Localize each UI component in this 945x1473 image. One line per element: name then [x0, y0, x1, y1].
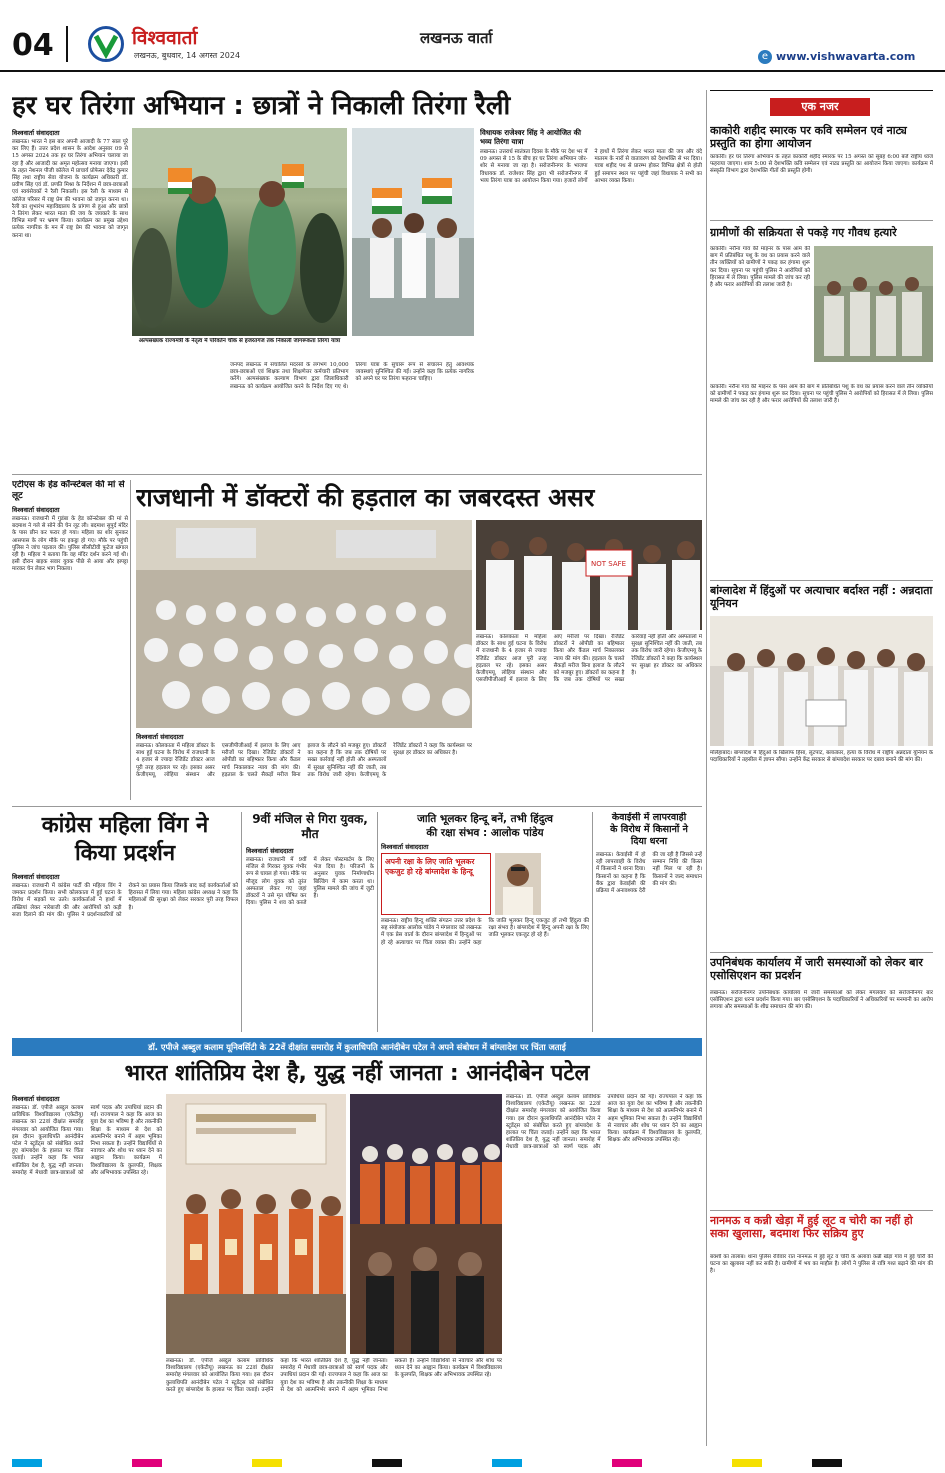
paper-name: विश्ववार्ता	[132, 27, 198, 49]
ninth-floor-byline: विश्ववार्ता संवाददाता	[246, 847, 294, 855]
globe-icon: e	[758, 50, 772, 64]
congress-body: लखनऊ। राजधानी में कांग्रेस पार्टी की महिला विंग ने जमकर प्रदर्शन किया। सभी कोलकाता में हुई घटना के विरोध में सड़कों पर उतरे। कार्यकर्ताओं ने हाथों में तख्तियां लेकर नारेबाजी की और आरोपियों को कड़ी सजा दिलाने की मांग की। पुलिस ने प्रदर्शनकारियों को रोकने का प्रयास किया जिसके बाद कई कार्यकर्ताओं को हिरासत में लिया गया। महिला कांग्रेस अध्यक्ष ने कहा कि महिलाओं की सुरक्षा को लेकर सरकार पूरी तरह विफल है।	[12, 883, 238, 918]
strike-byline: विश्ववार्ता संवाददाता	[136, 733, 184, 741]
aktu-body-left: लखनऊ। डॉ. एपीजे अब्दुल कलाम प्राविधिक विश्वविद्यालय (एकेटीयू) लखनऊ का 22वां दीक्षांत समारोह मंगलवार को आयोजित किया गया। इस दौरान कुलाधिपति आनंदीबेन पटेल ने स्टूडेंट्स को संबोधित करते हुए बांग्लादेश के हालात पर चिंता जताई। उन्होंने कहा कि भारत शांतिप्रिय देश है, युद्ध नहीं जानता। समारोह में मेधावी छात्र-छात्राओं को स्वर्ण पदक और उपाधियां प्रदान की गईं। राज्यपाल ने कहा कि आज का युवा देश का भविष्य है और तकनीकी शिक्षा के माध्यम से देश को आत्मनिर्भर बनाने में अहम भूमिका निभा सकता है। उन्होंने विद्यार्थियों से नवाचार और शोध पर ध्यान देने का आह्वान किया। कार्यक्रम में विश्वविद्यालय के कुलपति, शिक्षक और अभिभावक उपस्थित रहे।	[12, 1105, 162, 1176]
congress-headline-2: किया प्रदर्शन	[74, 841, 176, 866]
lead-photo-caption: अल्पसंख्यक राज्यमंत्री के नेतृत्व में परिवर्तन चौक से हजरतगंज तक निकाली जागरूकता तिरंगा यात्रा	[138, 338, 341, 344]
sidebar-story4-headline: उपनिबंधक कार्यालय में जारी समस्याओं को लेकर बार एसोसिएशन का प्रदर्शन	[710, 956, 923, 982]
kyc-story	[596, 812, 702, 1032]
strike-article-lower	[136, 732, 472, 800]
sidebar-story2-headline: ग्रामीणों की सक्रियता से पकड़े गए गौवध हत्यारे	[710, 226, 897, 239]
strike-article	[476, 634, 702, 800]
svg-text:NOT SAFE: NOT SAFE	[591, 560, 627, 568]
sidebar-story3-headline: बांग्लादेश में हिंदुओं पर अत्याचार बर्दाश्त नहीं : अन्नदाता यूनियन	[710, 584, 933, 610]
kyc-headline-3: दिया धरना	[630, 836, 668, 847]
ats-body: लखनऊ। राजधानी में गुडंबा के हेड कॉन्स्टेबल की मां से बदमाश ने गले से सोने की चेन लूट ली। बदमाश सुपुर्द मंदिर के पास छीन कर फरार हो गया। महिला का शोर सुनकर आसपास के लोग मौके पर इकट्ठा हो गए। मौके पर पहुंची पुलिस ने जांच पड़ताल की। पुलिस सीसीटीवी फुटेज खंगाल रही है। महिला ने बताया कि वह मंदिर दर्शन करने गई थी। इसी दौरान बाइक सवार युवक पीछे से आया और झपट्टा मारकर चेन लेकर भाग निकला।	[12, 516, 128, 573]
aktu-body-lower: लखनऊ। डॉ. एपीजे अब्दुल कलाम प्राविधिक विश्वविद्यालय (एकेटीयू) लखनऊ का 22वां दीक्षांत समारोह मंगलवार को आयोजित किया गया। इस दौरान कुलाधिपति आनंदीबेन पटेल ने स्टूडेंट्स को संबोधित करते हुए बांग्लादेश के हालात पर चिंता जताई। उन्होंने कहा कि भारत शांतिप्रिय देश है, युद्ध नहीं जानता। समारोह में मेधावी छात्र-छात्राओं को स्वर्ण पदक और उपाधियां प्रदान की गईं। राज्यपाल ने कहा कि आज का युवा देश का भविष्य है और तकनीकी शिक्षा के माध्यम से देश को आत्मनिर्भर बनाने में अहम भूमिका निभा सकता है। उन्होंने विद्यार्थियों से नवाचार और शोध पर ध्यान देने का आह्वान किया। कार्यक्रम में विश्वविद्यालय के कुलपति, शिक्षक और अभिभावक उपस्थित रहे।	[166, 1358, 502, 1393]
print-color-bar	[12, 1459, 933, 1473]
strike-photo-hall	[136, 520, 472, 728]
strike-photo-candle	[476, 520, 702, 630]
ats-story	[12, 480, 128, 800]
ninth-floor-headline: 9वीं मंजिल से गिरा युवक, मौत	[252, 812, 368, 841]
kyc-body: लखनऊ। केवाईसी में हो रही लापरवाही के विरोध में किसानों ने धरना दिया। किसानों का कहना है कि बैंक द्वारा केवाईसी की प्रक्रिया में अनावश्यक देरी की जा रही है जिससे उन्हें सम्मान निधि की किस्त नहीं मिल पा रही है। किसानों ने जल्द समाधान की मांग की।	[596, 852, 702, 895]
section-title: लखनऊ वार्ता	[420, 29, 493, 47]
strike-headline: राजधानी में डॉक्टरों की हड़ताल का जबरदस्त असर	[136, 483, 595, 512]
caste-headline-2: की रक्षा संभव : आलोक पांडेय	[426, 827, 544, 839]
ats-byline: विश्ववार्ता संवाददाता	[12, 506, 60, 514]
sidebar-story4-body: लखनऊ। सरोजनीनगर उपनिबंधक कार्यालय में जारी समस्याओं को लेकर मंगलवार को सरोजनीनगर बार एसोसिएशन द्वारा धरना प्रदर्शन किया गया। बार एसोसिएशन के पदाधिकारियों ने अधिकारियों पर मनमानी का आरोप लगाया और समस्याओं के शीघ्र समाधान की मांग की।	[710, 990, 933, 1011]
byline: विश्ववार्ता संवाददाता	[12, 129, 60, 137]
aktu-article-left	[12, 1094, 162, 1446]
lead-photo-rally	[352, 128, 474, 336]
lead-photo	[132, 128, 347, 336]
sidebar-label: एक नजर	[770, 98, 870, 116]
lead-middle-body: जनपद लखनऊ में संचालित मदरसों के लगभग 10,000 छात्र-छात्राओं एवं शिक्षक तथा शिक्षणेत्तर कर्मचारी प्रतिभाग करेंगे। अल्पसंख्यक कल्याण विभाग द्वारा जिलाधिकारी लखनऊ को कार्यक्रम आयोजित करने के निर्देश दिए गए थे। तिरंगा यात्रा के सुचारू रूप से संचालन हेतु आवश्यक व्यवस्थाएं सुनिश्चित की गईं। उन्होंने कहा कि प्रत्येक नागरिक को अपने घर पर तिरंगा फहराना चाहिए।	[230, 362, 474, 390]
aktu-photo-students	[350, 1094, 502, 1354]
kyc-headline-1: केवाईसी में लापरवाही	[611, 812, 687, 823]
logo-icon	[88, 26, 124, 62]
masthead	[0, 0, 945, 72]
strike-body-lower: लखनऊ। कोलकाता में महिला डॉक्टर के साथ हुई घटना के विरोध में राजधानी के 4 हजार से ज्यादा रेजिडेंट डॉक्टर आज पूरी तरह हड़ताल पर रहे। इसका असर केजीएमयू, लोहिया संस्थान और एसजीपीजीआई में इलाज के लिए आए मरीजों पर दिखा। रेजिडेंट डॉक्टरों ने ओपीडी का बहिष्कार किया और कैंडल मार्च निकालकर न्याय की मांग की। हड़ताल के चलते सैकड़ों मरीज बिना इलाज के लौटने को मजबूर हुए। डॉक्टरों का कहना है कि जब तक दोषियों पर सख्त कार्रवाई नहीं होती और अस्पतालों में सुरक्षा सुनिश्चित नहीं की जाती, तब तक विरोध जारी रहेगा। केजीएमयू के रेजिडेंट डॉक्टरों ने कहा कि कार्यस्थल पर सुरक्षा हर डॉक्टर का अधिकार है।	[136, 743, 472, 778]
lead-body: लखनऊ। भारत ने इस बार अपनी आजादी के 77 साल पूरे कर लिए हैं। उत्तर प्रदेश शासन के आदेश अनुसार 09 से 15 अगस्त 2024 तक हर घर तिरंगा अभियान चलाया जा रहा है और आजादी का अमृत महोत्सव मनाया जाएगा। इसी के तहत नेशनल पीजी कॉलेज में प्राचार्य प्रोफेसर देवेंद्र कुमार सिंह तथा राष्ट्रीय सेवा योजना के कार्यक्रम अधिकारी डॉ. प्रवीण सिंह एवं डॉ. प्रणति मिश्रा के निर्देशन में छात्र-छात्राओं एवं स्वयंसेवकों ने रैली निकाली। इस रैली के माध्यम से कॉलेज परिसर में राष्ट्र प्रेम की भावना को जागृत करना था। रैली का शुभारंभ महाविद्यालय के प्रांगण से हुआ और छात्रों ने तिरंगा लेकर भारत माता की जय के जयकारे के साथ विभिन्न मार्गों पर भ्रमण किया। कार्यक्रम का प्रमुख उद्देश्य प्रत्येक नागरिक के मन में राष्ट्र प्रेम की भावना को जागृत करना था।	[12, 139, 128, 239]
rajeshwar-headline: विधायक राजेश्वर सिंह ने आयोजित की भव्य तिरंगा यात्रा	[480, 128, 582, 146]
sidebar-story5-headline: नानमऊ व कन्नी खेड़ा में हुई लूट व चोरी का नहीं हो सका खुलासा, बदमाश फिर सक्रिय हुए	[710, 1214, 913, 1240]
strike-body-right: लखनऊ। कोलकाता में महिला डॉक्टर के साथ हुई घटना के विरोध में राजधानी के 4 हजार से ज्यादा रेजिडेंट डॉक्टर आज पूरी तरह हड़ताल पर रहे। इसका असर केजीएमयू, लोहिया संस्थान और एसजीपीजीआई में इलाज के लिए आए मरीजों पर दिखा। रेजिडेंट डॉक्टरों ने ओपीडी का बहिष्कार किया और कैंडल मार्च निकालकर न्याय की मांग की। हड़ताल के चलते सैकड़ों मरीज बिना इलाज के लौटने को मजबूर हुए। डॉक्टरों का कहना है कि जब तक दोषियों पर सख्त कार्रवाई नहीं होती और अस्पतालों में सुरक्षा सुनिश्चित नहीं की जाती, तब तक विरोध जारी रहेगा। केजीएमयू के रेजिडेंट डॉक्टरों ने कहा कि कार्यस्थल पर सुरक्षा हर डॉक्टर का अधिकार है।	[476, 634, 702, 684]
lead-headline: हर घर तिरंगा अभियान : छात्रों ने निकाली तिरंगा रैली	[12, 91, 511, 121]
sidebar-story2-photo	[814, 246, 933, 362]
sidebar-story1-headline: काकोरी शहीद स्मारक पर कवि सम्मेलन एवं नाट्य प्रस्तुति का होगा आयोजन	[710, 124, 907, 150]
website-link[interactable]: www.vishwavarta.com	[776, 50, 916, 63]
caste-quote: अपनी रक्षा के लिए जाति भूलकर एकजुट हो रहे बांग्लादेश के हिन्दू	[381, 853, 491, 915]
ats-headline: एटीएस के हेड कॉन्स्टेबल की मां से लूट	[12, 480, 125, 501]
ninth-floor-body: लखनऊ। राजधानी में 9वीं मंजिल से गिरकर युवक गंभीर रूप से घायल हो गया। मौके पर मौजूद लोग युवक को तुरंत अस्पताल लेकर गए जहां डॉक्टरों ने उसे मृत घोषित कर दिया। पुलिस ने शव को कब्जे में लेकर पोस्टमार्टम के लिए भेज दिया है। परिजनों के अनुसार युवक निर्माणाधीन बिल्डिंग में काम करता था। पुलिस मामले की जांच में जुटी है।	[246, 857, 374, 907]
congress-headline-1: कांग्रेस महिला विंग ने	[41, 813, 209, 838]
sidebar-story3-body: मलिहाबाद। बांग्लादेश में हिंदुओं के खिलाफ हिंसा, लूटपाट, बलात्कार, हत्या के विरोध में राष्ट्रीय अन्नदाता यूनियन के पदाधिकारियों ने तहसील में ज्ञापन सौंपा। उन्होंने केंद्र सरकार से बांग्लादेश सरकार पर दबाव बनाने की मांग की।	[710, 750, 933, 764]
sidebar-story3-photo	[710, 616, 933, 746]
aktu-photo-stage	[166, 1094, 346, 1354]
aktu-banner	[12, 1038, 702, 1056]
sidebar-story2-body: काकोरी। नरौना गांव की माइनर के पास आम की बाग में प्रतिबंधित पशु के वध का प्रयास करने वाले तीन व्यक्तियों को ग्रामीणों ने पकड़ कर हंगामा शुरू कर दिया। सूचना पर पहुंची पुलिस ने आरोपियों को हिरासत में ले लिया। पुलिस मामले की जांच कर रही है और फरार आरोपियों की तलाश जारी है।	[710, 246, 810, 289]
congress-byline: विश्ववार्ता संवाददाता	[12, 873, 60, 881]
sidebar-story5-body: बक्शी का तालाब। थाना पुलिस रविवार रात नानमऊ में हुई लूट व चोरी के अलावा कन्नी खेड़ा गांव में हुई चोरी की घटना का खुलासा नहीं कर सकी है। ग्रामीणों में भय का माहौल है। लोगों ने पुलिस से रात्रि गश्त बढ़ाने की मांग की है।	[710, 1254, 933, 1275]
kyc-headline-2: के विरोध में किसानों ने	[610, 824, 688, 835]
rajeshwar-body: लखनऊ। उत्तरार्ध स्वतंत्रता दिवस के मौके पर देश भर में 09 अगस्त से 15 के बीच हर घर तिरंगा अभियान जोर-शोर से मनाया जा रहा है। सरोजनीनगर के भाजपा विधायक डॉ. राजेश्वर सिंह द्वारा भी सरोजनीनगर में भव्य तिरंगा यात्रा का आयोजन किया गया। हजारों लोगों ने हाथों में तिरंगा लेकर भारत माता की जय और वंदे मातरम के नारों से वातावरण को देशभक्ति से भर दिया। यात्रा शहीद पथ से प्रारम्भ होकर विभिन्न क्षेत्रों से होती हुई समापन स्थल पर पहुंची जहां विधायक ने सभी का आभार व्यक्त किया।	[480, 149, 702, 184]
aktu-body-right: लखनऊ। डॉ. एपीजे अब्दुल कलाम प्राविधिक विश्वविद्यालय (एकेटीयू) लखनऊ का 22वां दीक्षांत समारोह मंगलवार को आयोजित किया गया। इस दौरान कुलाधिपति आनंदीबेन पटेल ने स्टूडेंट्स को संबोधित करते हुए बांग्लादेश के हालात पर चिंता जताई। उन्होंने कहा कि भारत शांतिप्रिय देश है, युद्ध नहीं जानता। समारोह में मेधावी छात्र-छात्राओं को स्वर्ण पदक और उपाधियां प्रदान की गईं। राज्यपाल ने कहा कि आज का युवा देश का भविष्य है और तकनीकी शिक्षा के माध्यम से देश को आत्मनिर्भर बनाने में अहम भूमिका निभा सकता है। उन्होंने विद्यार्थियों से नवाचार और शोध पर ध्यान देने का आह्वान किया। कार्यक्रम में विश्वविद्यालय के कुलपति, शिक्षक और अभिभावक उपस्थित रहे।	[506, 1094, 702, 1151]
rajeshwar-story	[480, 128, 702, 470]
caste-story	[381, 812, 589, 1032]
congress-story	[12, 812, 238, 1032]
aktu-headline: भारत शांतिप्रिय देश है, युद्ध नहीं जानता : आनंदीबेन पटेल	[124, 1061, 590, 1086]
page-number: 04	[12, 28, 54, 63]
dateline: लखनऊ, बुधवार, 14 अगस्त 2024	[134, 51, 241, 60]
sidebar	[710, 90, 933, 1446]
caste-headline-1: जाति भूलकर हिन्दू बनें, तभी हिंदुत्व	[417, 813, 553, 825]
sidebar-story2-body-cont: काकोरी। नरौना गांव की माइनर के पास आम की बाग में प्रतिबंधित पशु के वध का प्रयास करने वाले तीन व्यक्तियों को ग्रामीणों ने पकड़ कर हंगामा शुरू कर दिया। सूचना पर पहुंची पुलिस ने आरोपियों को हिरासत में ले लिया। पुलिस मामले की जांच कर रही है और फरार आरोपियों की तलाश जारी है।	[710, 384, 933, 405]
lead-article-left	[12, 128, 128, 470]
aktu-byline: विश्ववार्ता संवाददाता	[12, 1095, 60, 1103]
ninth-floor-story	[246, 812, 374, 1032]
aktu-banner-text: डॉ. एपीजे अब्दुल कलाम यूनिवर्सिटी के 22वें दीक्षांत समारोह में कुलाधिपति आनंदीबेन पटेल ने अपने संबोधन में बांग्लादेश पर चिंता जताई	[148, 1042, 566, 1052]
caste-byline: विश्ववार्ता संवाददाता	[381, 843, 429, 851]
caste-body: लखनऊ। राष्ट्रीय हिन्दू शक्ति संगठन उत्तर प्रदेश के सह संयोजक आलोक पांडेय ने मंगलवार को लखनऊ में एक प्रेस वार्ता के दौरान बांग्लादेश में हिन्दुओं पर हो रहे अत्याचार पर चिंता व्यक्त की। उन्होंने कहा कि जाति भूलकर हिन्दू एकजुट हों तभी हिंदुत्व की रक्षा संभव है। बांग्लादेश में हिन्दू अपनी रक्षा के लिए जाति भूलकर एकजुट हो रहे हैं।	[381, 918, 589, 946]
sidebar-story1-body: काकोरी। हर घर तिरंगा अभियान के तहत काकोरी शहीद स्मारक पर 15 अगस्त को सुबह 6:00 बजे राष्ट्रीय ध्वज फहराया जाएगा। शाम 5:00 से देशभक्ति कवि सम्मेलन एवं नाट्य प्रस्तुति का आयोजन किया जाएगा। कार्यक्रम में संस्कृति विभाग द्वारा देशभक्ति गीतों की प्रस्तुति होगी।	[710, 154, 933, 175]
alok-pandey-photo	[495, 853, 541, 915]
